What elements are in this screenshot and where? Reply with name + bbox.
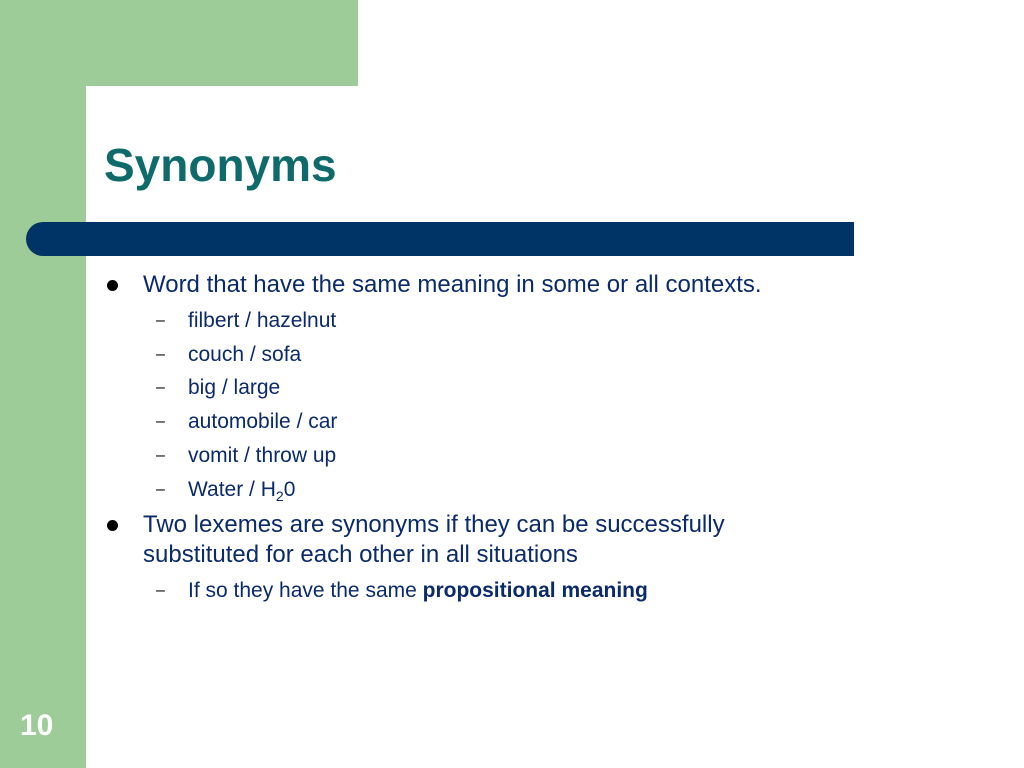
- sub-bullet: [156, 342, 888, 368]
- dash-icon: –: [156, 447, 165, 464]
- sub-bullet: [156, 308, 888, 334]
- slide-title: Synonyms: [104, 139, 337, 191]
- dash-icon: –: [156, 312, 165, 329]
- sub-bullet-text: big / large: [188, 376, 281, 399]
- sub-bullet: [156, 375, 888, 401]
- page-number: 10: [20, 709, 54, 742]
- bold-term: propositional meaning: [422, 579, 648, 602]
- dash-icon: –: [156, 346, 165, 363]
- sub-bullet-text: vomit / throw up: [188, 444, 337, 467]
- sub-bullet-text: automobile / car: [188, 410, 338, 433]
- bullet-1-text: Word that have the same meaning in some or all contexts.: [143, 271, 762, 298]
- sub-bullet: [156, 409, 888, 435]
- water-prefix: Water / H: [188, 478, 276, 501]
- sub-bullet-water: [156, 477, 888, 509]
- sub-bullet-text: filbert / hazelnut: [188, 309, 337, 332]
- sub-bullet-text: couch / sofa: [188, 343, 302, 366]
- bullet-dot-icon: [107, 520, 118, 531]
- bullet-dot-icon: [107, 280, 118, 291]
- dash-icon: –: [156, 582, 165, 599]
- dash-icon: –: [156, 481, 165, 498]
- water-suffix: 0: [283, 478, 296, 501]
- sub-bullet-propositional: [156, 578, 888, 604]
- water-subscript: 2: [275, 488, 284, 504]
- dash-icon: –: [156, 379, 165, 396]
- bullet-2-line-2: substituted for each other in all situations: [143, 541, 578, 568]
- bullet-1: [143, 270, 883, 300]
- sub-bullet: [156, 443, 888, 469]
- bullet-2-line-1: Two lexemes are synonyms if they can be successfully: [143, 511, 725, 538]
- bullet-2: [143, 510, 883, 570]
- sub-bullet-text: If so they have the same: [188, 579, 423, 602]
- dash-icon: –: [156, 413, 165, 430]
